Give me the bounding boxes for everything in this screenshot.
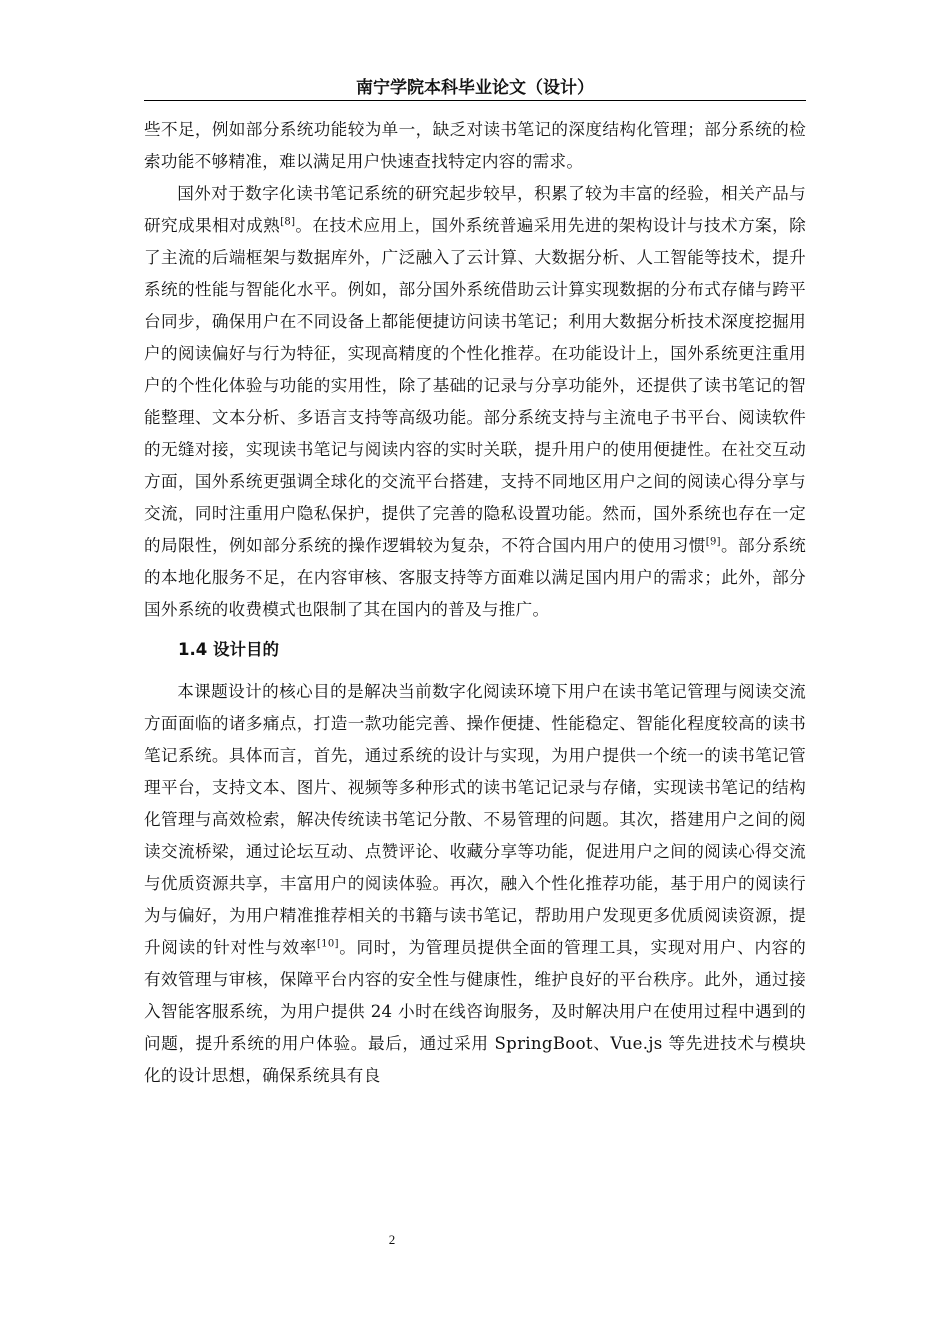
- running-header-title: 南宁学院本科毕业论文（设计）: [356, 78, 594, 98]
- citation-ref: [9]: [705, 536, 721, 548]
- header-rule: [144, 100, 806, 101]
- body-text: [144, 114, 806, 1092]
- paragraph-continued: 些不足，例如部分系统功能较为单一，缺乏对读书笔记的深度结构化管理；部分系统的检索功能不够精准，难以满足用户快速查找特定内容的需求。: [144, 120, 806, 171]
- page-number: 2: [388, 1232, 396, 1247]
- citation-ref: [10]: [317, 938, 339, 950]
- paragraph-text: 国外对于数字化读书笔记系统的研究起步较早，积累了较为丰富的经验，相关产品与研究成果相对成熟: [144, 184, 806, 235]
- paragraph-design-purpose: [144, 676, 806, 1092]
- paragraph-text: 。部分系统的本地化服务不足，在内容审核、客服支持等方面难以满足国内用户的需求；此外，部分国外系统的收费模式也限制了其在国内的普及与推广。: [144, 536, 806, 619]
- paragraph-text: 本课题设计的核心目的是解决当前数字化阅读环境下用户在读书笔记管理与阅读交流方面面临的诸多痛点，打造一款功能完善、操作便捷、性能稳定、智能化程度较高的读书笔记系统。具体而言，首先，通过系统的设计与实现，为用户提供一个统一的读书笔记管理平台，支持文本、图片、视频等多种形式的读书笔记记录与存储，实现读书笔记的结构化管理与高效检索，解决传统读书笔记分散、不易管理的问题。其次，搭建用户之间的阅读交流桥梁，通过论坛互动、点赞评论、收藏分享等功能，促进用户之间的阅读心得交流与优质资源共享，丰富用户的阅读体验。再次，融入个性化推荐功能，基于用户的阅读行为与偏好，为用户精准推荐相关的书籍与读书笔记，帮助用户发现更多优质阅读资源，提升阅读的针对性与效率: [144, 682, 806, 957]
- paragraph-text: 。同时，为管理员提供全面的管理工具，实现对用户、内容的有效管理与审核，保障平台内容的安全性与健康性，维护良好的平台秩序。此外，通过接入智能客服系统，为用户提供 24 小时在线咨询服务，及时解决用户在使用过程中遇到的问题，提升系统的用户体验。最后，通过采用 SpringBoot、Vue.js 等先进技术与模块化的设计思想，确保系统具有良: [144, 938, 806, 1085]
- paragraph-foreign-research: [144, 178, 806, 626]
- section-heading: 1.4 设计目的: [178, 640, 279, 659]
- paragraph-text: 。在技术应用上，国外系统普遍采用先进的架构设计与技术方案，除了主流的后端框架与数据库外，广泛融入了云计算、大数据分析、人工智能等技术，提升系统的性能与智能化水平。例如，部分国外系统借助云计算实现数据的分布式存储与跨平台同步，确保用户在不同设备上都能便捷访问读书笔记；利用大数据分析技术深度挖掘用户的阅读偏好与行为特征，实现高精度的个性化推荐。在功能设计上，国外系统更注重用户的个性化体验与功能的实用性，除了基础的记录与分享功能外，还提供了读书笔记的智能整理、文本分析、多语言支持等高级功能。部分系统支持与主流电子书平台、阅读软件的无缝对接，实现读书笔记与阅读内容的实时关联，提升用户的使用便捷性。在社交互动方面，国外系统更强调全球化的交流平台搭建，支持不同地区用户之间的阅读心得分享与交流，同时注重用户隐私保护，提供了完善的隐私设置功能。然而，国外系统也存在一定的局限性，例如部分系统的操作逻辑较为复杂，不符合国内用户的使用习惯: [144, 216, 807, 555]
- citation-ref: [8]: [280, 216, 296, 228]
